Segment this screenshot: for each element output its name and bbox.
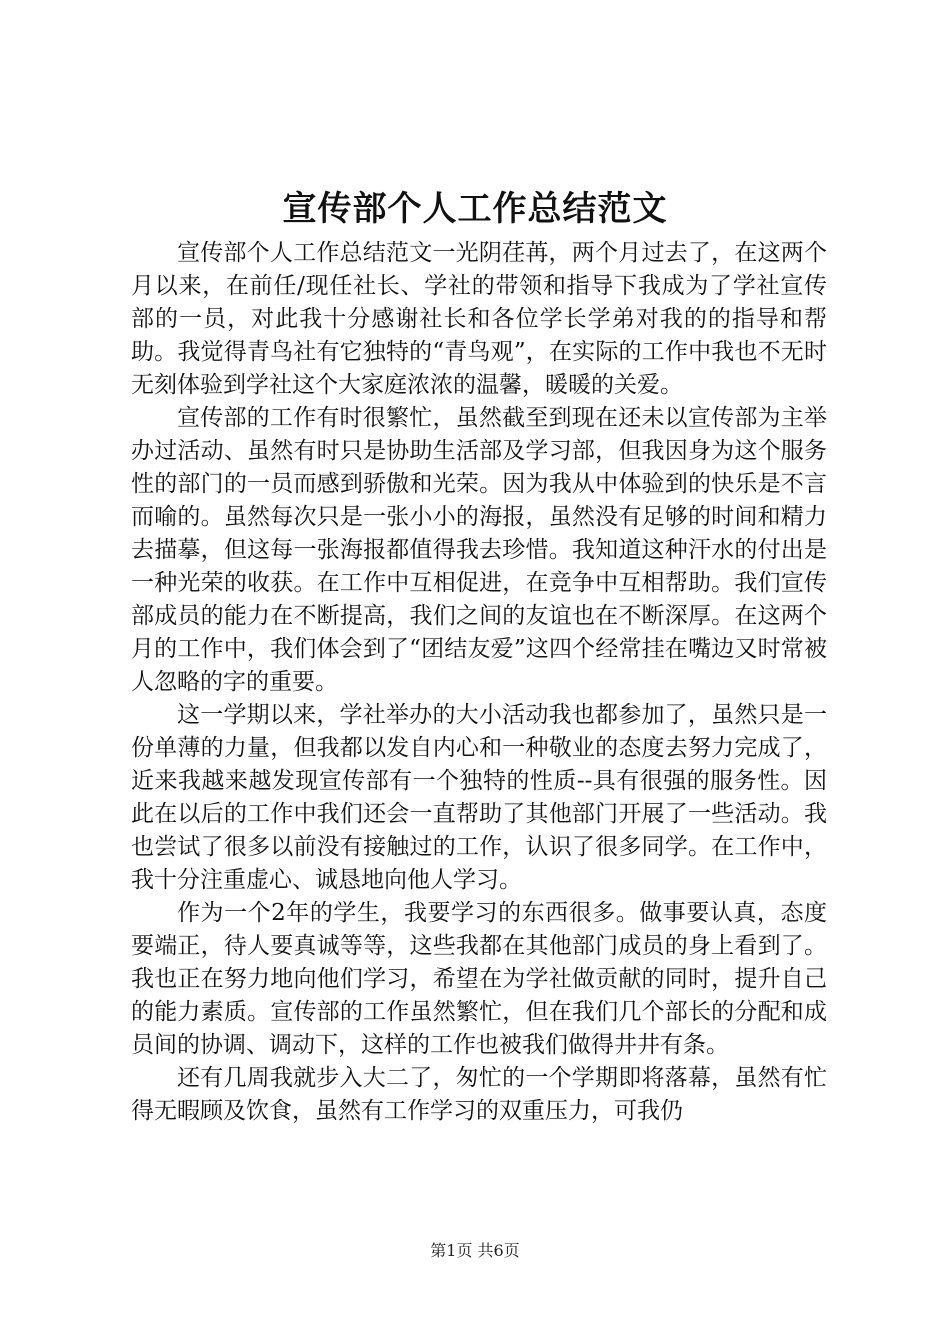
paragraph: 宣传部的工作有时很繁忙，虽然截至到现在还未以宣传部为主举办过活动、虽然有时只是协助生活部及学习部，但我因身为这个服务性的部门的一员而感到骄傲和光荣。因为我从中体验到的快乐是不言而喻的。虽然每次只是一张小小的海报，虽然没有足够的时间和精力去描摹，但这每一张海报都值得我去珍惜。我知道这种汗水的付出是一种光荣的收获。在工作中互相促进，在竞争中互相帮助。我们宣传部成员的能力在不断提高，我们之间的友谊也在不断深厚。在这两个月的工作中，我们体会到了“团结友爱”这四个经常挂在嘴边又时常被人忽略的字的重要。 — [131, 405, 827, 695]
page-number: 第1页 共6页 — [430, 1241, 520, 1260]
document-title: 宣传部个人工作总结范文 — [282, 189, 668, 229]
document-body — [131, 237, 827, 1128]
paragraph: 作为一个2年的学生，我要学习的东西很多。做事要认真，态度要端正，待人要真诚等等，这些我都在其他部门成员的身上看到了。我也正在努力地向他们学习，希望在为学社做贡献的同时，提升自己的能力素质。宣传部的工作虽然繁忙，但在我们几个部长的分配和成员间的协调、调动下，这样的工作也被我们做得井井有条。 — [131, 900, 827, 1058]
paragraph: 还有几周我就步入大二了，匆忙的一个学期即将落幕，虽然有忙得无暇顾及饮食，虽然有工作学习的双重压力，可我仍 — [131, 1065, 827, 1124]
paragraph: 宣传部个人工作总结范文一光阴荏苒，两个月过去了，在这两个月以来，在前任/现任社长、学社的带领和指导下我成为了学社宣传部的一员，对此我十分感谢社长和各位学长学弟对我的的指导和帮助。我觉得青鸟社有它独特的“青鸟观”，在实际的工作中我也不无时无刻体验到学社这个大家庭浓浓的温馨，暖暖的关爱。 — [131, 240, 827, 398]
paragraph: 这一学期以来，学社举办的大小活动我也都参加了，虽然只是一份单薄的力量，但我都以发自内心和一种敬业的态度去努力完成了，近来我越来越发现宣传部有一个独特的性质--具有很强的服务性。因此在以后的工作中我们还会一直帮助了其他部门开展了一些活动。我也尝试了很多以前没有接触过的工作，认识了很多同学。在工作中，我十分注重虚心、诚恳地向他人学习。 — [131, 702, 827, 893]
